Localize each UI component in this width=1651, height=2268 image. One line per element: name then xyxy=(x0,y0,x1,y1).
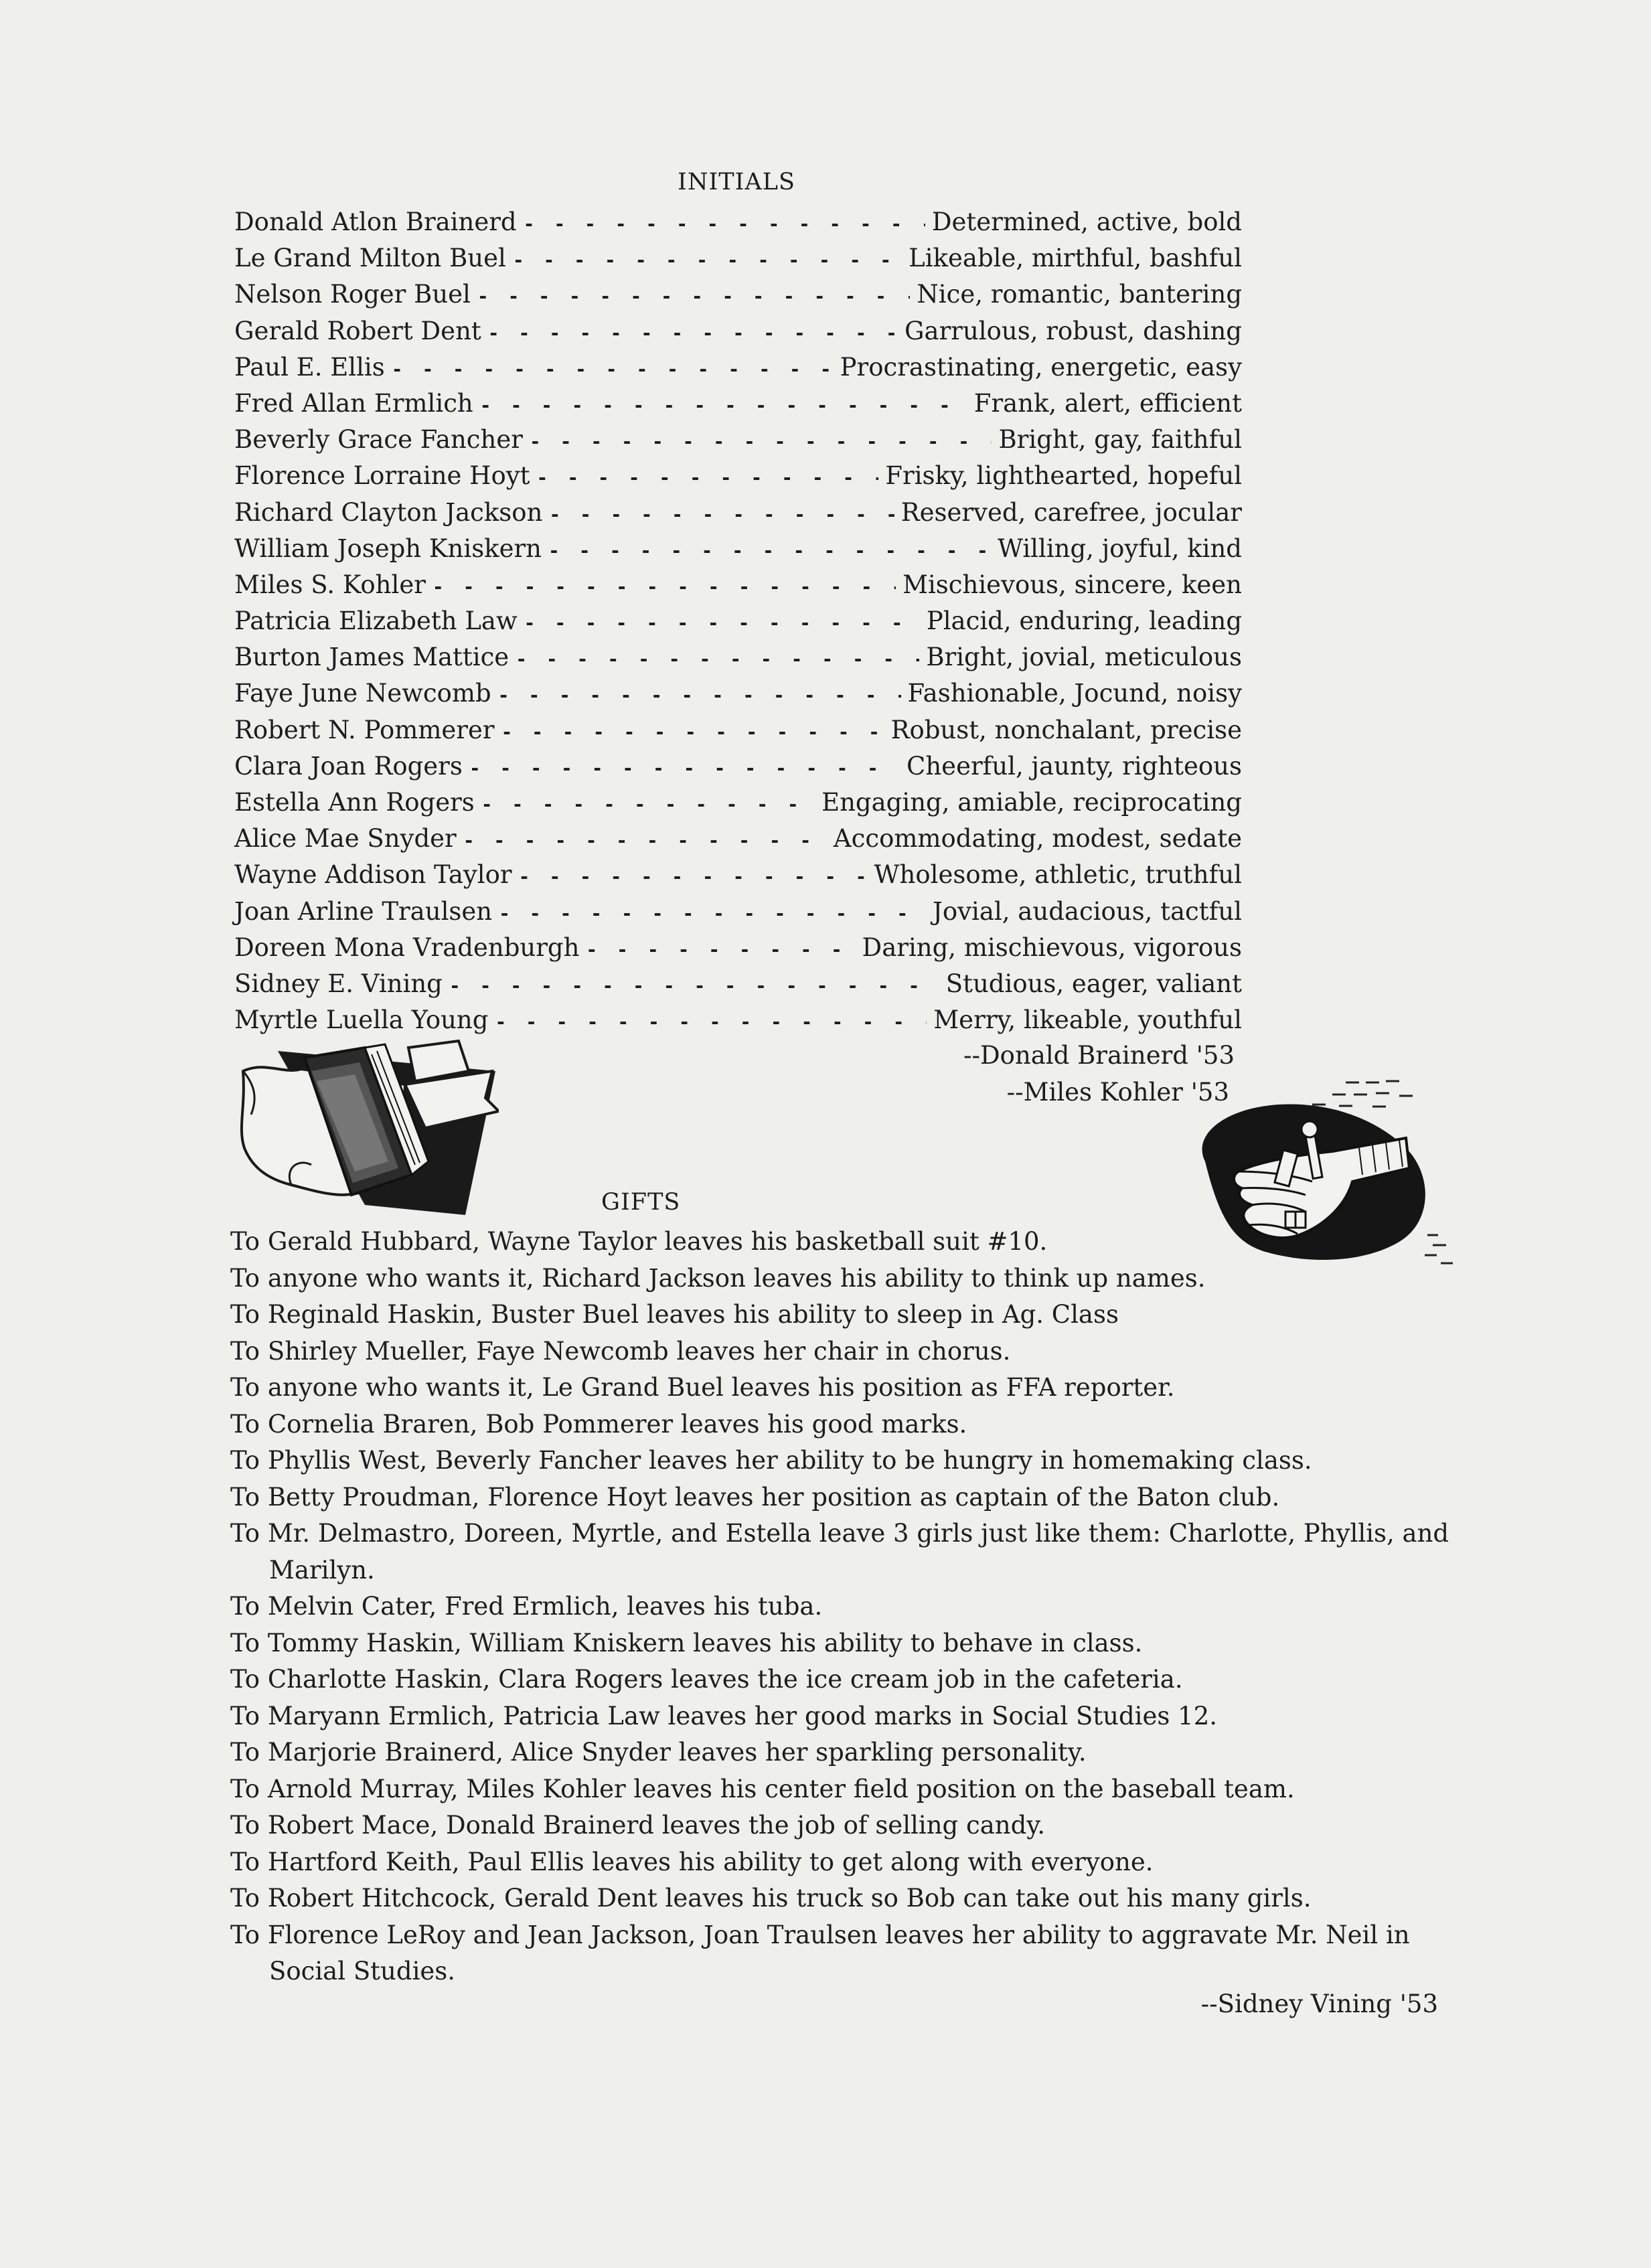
person-traits: Bright, jovial, meticulous xyxy=(926,643,1242,672)
gift-item: To Phyllis West, Beverly Fancher leaves her ability to be hungry in homemaking class. xyxy=(230,1446,1312,1475)
initials-row xyxy=(234,208,1242,244)
gift-item: To Robert Hitchcock, Gerald Dent leaves his truck so Bob can take out his many girls. xyxy=(230,1884,1312,1913)
person-name: Fred Allan Ermlich xyxy=(234,388,473,418)
gift-item: To Marjorie Brainerd, Alice Snyder leaves her sparkling personality. xyxy=(230,1738,1087,1767)
dash-leader xyxy=(488,322,898,344)
initials-row xyxy=(234,752,1242,788)
initials-row xyxy=(234,280,1242,316)
dash-leader xyxy=(516,648,919,670)
person-traits: Frisky, lighthearted, hopeful xyxy=(885,461,1242,491)
gift-item: To Hartford Keith, Paul Ellis leaves his ability to get along with everyone. xyxy=(230,1847,1154,1876)
initials-row xyxy=(234,716,1242,752)
initials-list xyxy=(234,208,1242,1042)
gift-item: To Shirley Mueller, Faye Newcomb leaves her chair in chorus. xyxy=(230,1336,1011,1366)
person-traits: Cheerful, jaunty, righteous xyxy=(907,751,1242,781)
person-traits: Jovial, audacious, tactful xyxy=(933,896,1242,926)
dash-leader xyxy=(463,829,827,852)
person-traits: Garrulous, robust, dashing xyxy=(904,316,1242,345)
dash-leader xyxy=(498,684,901,706)
dash-leader xyxy=(480,394,967,416)
dash-leader xyxy=(586,939,855,961)
initials-row xyxy=(234,244,1242,280)
gifts-signature: --Sidney Vining '53 xyxy=(1200,1990,1438,2018)
gift-item: To anyone who wants it, Le Grand Buel leaves his position as FFA reporter. xyxy=(230,1373,1175,1402)
person-name: Faye June Newcomb xyxy=(234,679,491,708)
initials-row xyxy=(234,498,1242,534)
initials-row xyxy=(234,389,1242,425)
person-name: Alice Mae Snyder xyxy=(234,824,457,854)
person-traits: Procrastinating, energetic, easy xyxy=(840,352,1242,382)
initials-heading: INITIALS xyxy=(678,169,795,195)
initials-row xyxy=(234,606,1242,643)
person-traits: Bright, gay, faithful xyxy=(998,425,1242,455)
person-name: Donald Atlon Brainerd xyxy=(234,208,517,236)
person-name: Joan Arline Traulsen xyxy=(234,896,493,926)
initials-row xyxy=(234,897,1242,933)
dash-leader xyxy=(530,430,992,453)
person-name: Gerald Robert Dent xyxy=(234,316,481,345)
person-name: Miles S. Kohler xyxy=(234,570,426,599)
initials-row xyxy=(234,425,1242,461)
initials-signature-1: --Donald Brainerd '53 xyxy=(963,1041,1235,1070)
book-scroll-illustration xyxy=(238,1034,499,1222)
gift-item: To Robert Mace, Donald Brainerd leaves the job of selling candy. xyxy=(230,1811,1046,1840)
person-name: Wayne Addison Taylor xyxy=(234,860,512,890)
person-traits: Determined, active, bold xyxy=(931,208,1242,236)
person-traits: Wholesome, athletic, truthful xyxy=(874,860,1242,890)
dash-leader xyxy=(495,1011,927,1033)
initials-row xyxy=(234,679,1242,715)
person-traits: Reserved, carefree, jocular xyxy=(900,497,1242,527)
person-name: Nelson Roger Buel xyxy=(234,280,471,309)
initials-row xyxy=(234,788,1242,824)
person-traits: Robust, nonchalant, precise xyxy=(890,715,1242,744)
gifts-heading: GIFTS xyxy=(601,1189,681,1216)
person-traits: Mischievous, sincere, keen xyxy=(902,570,1242,599)
gift-item: To Reginald Haskin, Buster Buel leaves his ability to sleep in Ag. Class xyxy=(230,1300,1119,1329)
initials-row xyxy=(234,643,1242,679)
initials-row xyxy=(234,969,1242,1005)
person-name: Myrtle Luella Young xyxy=(234,1005,489,1035)
gift-item: To Mr. Delmastro, Doreen, Myrtle, and Estella leave 3 girls just like them: Charlotte, Phyllis, and Marilyn. xyxy=(230,1519,1449,1585)
person-traits: Accommodating, modest, sedate xyxy=(833,824,1242,854)
initials-row xyxy=(234,534,1242,570)
person-name: Florence Lorraine Hoyt xyxy=(234,461,530,491)
dash-leader xyxy=(433,576,896,598)
gift-item: To Florence LeRoy and Jean Jackson, Joan Traulsen leaves her ability to aggravate Mr. Neil in Social Studies. xyxy=(230,1920,1410,1986)
dash-leader xyxy=(469,757,900,779)
person-name: Sidney E. Vining xyxy=(234,969,443,998)
gift-item: To Betty Proudman, Florence Hoyt leaves her position as captain of the Baton club. xyxy=(230,1482,1280,1512)
person-traits: Nice, romantic, bantering xyxy=(917,280,1242,309)
dash-leader xyxy=(524,213,925,235)
initials-signature-2: --Miles Kohler '53 xyxy=(1006,1078,1229,1107)
gift-item: To Tommy Haskin, William Kniskern leaves his ability to behave in class. xyxy=(230,1628,1143,1657)
person-name: Estella Ann Rogers xyxy=(234,788,475,817)
person-traits: Studious, eager, valiant xyxy=(945,969,1242,998)
dash-leader xyxy=(477,285,911,307)
person-name: Robert N. Pommerer xyxy=(234,715,495,744)
person-name: Beverly Grace Fancher xyxy=(234,425,523,455)
person-traits: Fashionable, Jocund, noisy xyxy=(907,679,1242,708)
initials-row xyxy=(234,317,1242,353)
person-traits: Engaging, amiable, reciprocating xyxy=(821,788,1242,817)
gifts-list xyxy=(230,1224,1456,1990)
gift-item: To Cornelia Braren, Bob Pommerer leaves his good marks. xyxy=(230,1409,967,1439)
dash-leader xyxy=(481,793,815,815)
dash-leader xyxy=(537,467,879,489)
dash-leader xyxy=(499,902,926,924)
person-name: Doreen Mona Vradenburgh xyxy=(234,933,580,962)
dash-leader xyxy=(519,866,868,888)
person-name: Le Grand Milton Buel xyxy=(234,244,506,273)
person-traits: Merry, likeable, youthful xyxy=(933,1005,1242,1035)
gift-item: To Arnold Murray, Miles Kohler leaves his center field position on the baseball team. xyxy=(230,1774,1295,1803)
dash-leader xyxy=(549,503,894,525)
dash-leader xyxy=(392,358,834,380)
person-name: Burton James Mattice xyxy=(234,643,509,672)
initials-row xyxy=(234,353,1242,389)
person-name: Patricia Elizabeth Law xyxy=(234,606,518,636)
gift-item: To Gerald Hubbard, Wayne Taylor leaves his basketball suit #10. xyxy=(230,1227,1048,1256)
gift-item: To Melvin Cater, Fred Ermlich, leaves his tuba. xyxy=(230,1592,823,1621)
person-name: Clara Joan Rogers xyxy=(234,751,463,781)
dash-leader xyxy=(513,249,902,271)
initials-row xyxy=(234,933,1242,969)
person-traits: Willing, joyful, kind xyxy=(997,534,1242,563)
dash-leader xyxy=(524,612,920,634)
person-traits: Daring, mischievous, vigorous xyxy=(862,933,1242,962)
gift-item: To Charlotte Haskin, Clara Rogers leaves the ice cream job in the cafeteria. xyxy=(230,1665,1183,1694)
person-traits: Likeable, mirthful, bashful xyxy=(909,244,1242,273)
dash-leader xyxy=(501,721,884,743)
gift-item: To anyone who wants it, Richard Jackson leaves his ability to think up names. xyxy=(230,1263,1206,1293)
initials-row xyxy=(234,860,1242,896)
gift-item: To Maryann Ermlich, Patricia Law leaves her good marks in Social Studies 12. xyxy=(230,1701,1218,1730)
person-name: Richard Clayton Jackson xyxy=(234,497,543,527)
person-name: William Joseph Kniskern xyxy=(234,534,542,563)
person-traits: Frank, alert, efficient xyxy=(973,388,1242,418)
initials-row xyxy=(234,570,1242,606)
dash-leader xyxy=(449,975,939,997)
person-traits: Placid, enduring, leading xyxy=(926,606,1242,636)
dash-leader xyxy=(548,540,991,562)
initials-row xyxy=(234,461,1242,497)
initials-row xyxy=(234,824,1242,860)
person-name: Paul E. Ellis xyxy=(234,352,385,382)
